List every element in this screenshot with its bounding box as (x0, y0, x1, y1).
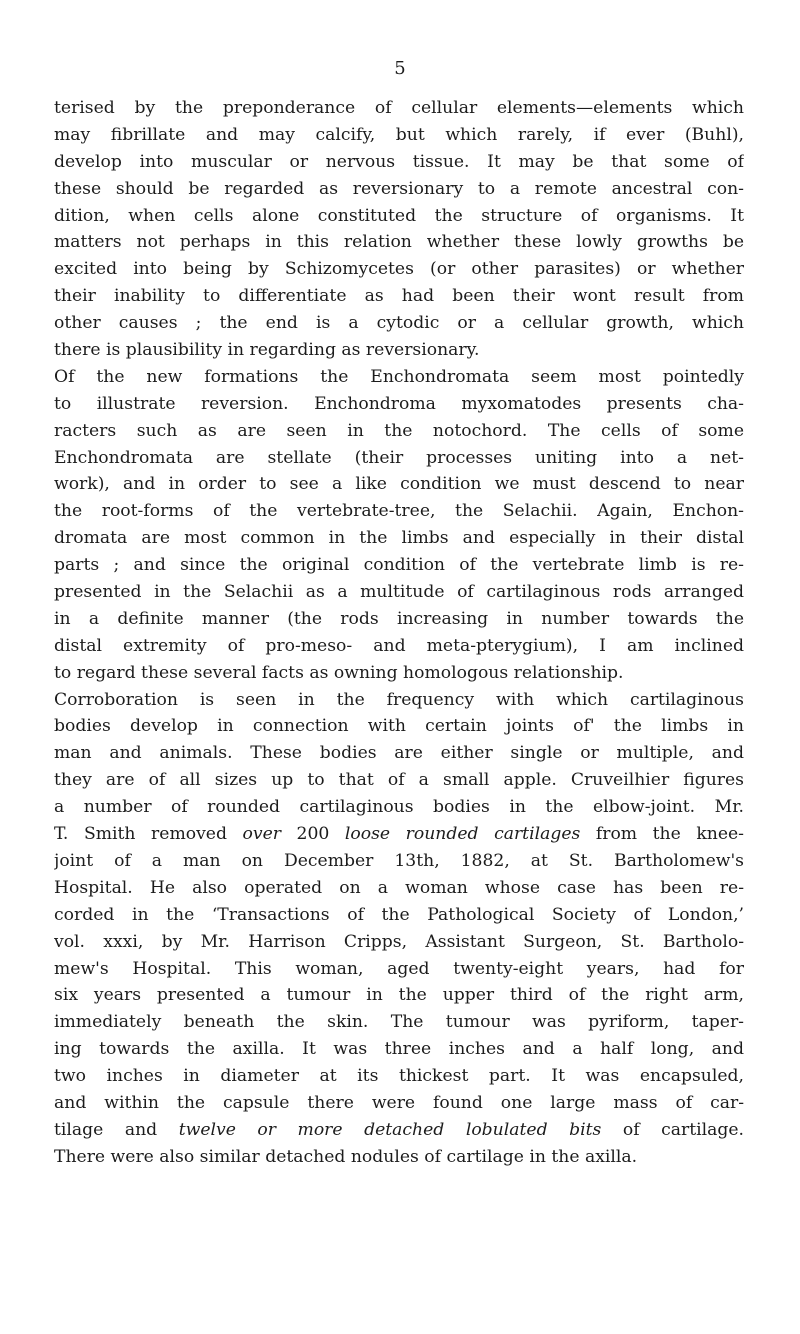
text-line: they are of all sizes up to that of a small apple. Cruveilhier figures (54, 770, 744, 791)
italic-phrase: over (242, 824, 281, 845)
text-line: dition, when cells alone constituted the structure of organisms. It (54, 205, 744, 226)
text-line: parts ; and since the original condition of the vertebrate limb is re- (54, 555, 744, 576)
text-line: two inches in diameter at its thickest part. It was encapsuled, (54, 1066, 744, 1087)
text-line: Hospital. He also operated on a woman whose case has been re- (54, 877, 744, 898)
text-line: man and animals. These bodies are either single or multiple, and (54, 743, 744, 764)
text-segment: from the knee- (580, 824, 744, 845)
text-line: excited into being by Schizomycetes (or other parasites) or whether (54, 259, 744, 280)
text-line: and within the capsule there were found one large mass of car- (54, 1092, 744, 1113)
text-line: to regard these several facts as owning homologous relationship. (54, 662, 624, 683)
text-line: may fibrillate and may calcify, but which rarely, if ever (Buhl), (54, 124, 744, 145)
text-line: There were also similar detached nodules of cartilage in the axilla. (54, 1146, 638, 1167)
text-line: bodies develop in connection with certain joints of' the limbs in (54, 716, 744, 737)
text-line: Corroboration is seen in the frequency with which cartilaginous (54, 689, 744, 710)
text-line: six years presented a tumour in the upper third of the right arm, (54, 985, 744, 1006)
text-segment: of cartilage. (601, 1119, 744, 1140)
text-line: joint of a man on December 13th, 1882, at St. Bartholomew's (54, 850, 744, 871)
text-line: dromata are most common in the limbs and especially in their distal (54, 528, 744, 549)
text-line: distal extremity of pro-meso- and meta-pterygium), I am inclined (54, 635, 744, 656)
text-line: terised by the preponderance of cellular elements—elements which (54, 98, 744, 118)
body-text (54, 95, 744, 1171)
text-line (54, 1117, 744, 1144)
text-line: ing towards the axilla. It was three inches and a half long, and (54, 1039, 744, 1060)
text-line: a number of rounded cartilaginous bodies in the elbow-joint. Mr. (54, 797, 744, 818)
text-segment: 200 (280, 824, 345, 845)
text-line: develop into muscular or nervous tissue. It may be that some of (54, 151, 744, 172)
text-line: these should be regarded as reversionary to a remote ancestral con- (54, 178, 744, 199)
text-line: in a definite manner (the rods increasing in number towards the (54, 608, 744, 629)
text-line: Of the new formations the Enchondromata seem most pointedly (54, 366, 744, 387)
text-line: corded in the ‘Transactions of the Pathological Society of London,’ (54, 904, 744, 925)
text-line: work), and in order to see a like condition we must descend to near (54, 474, 744, 495)
text-line: there is plausibility in regarding as reversionary. (54, 340, 480, 361)
text-line: vol. xxxi, by Mr. Harrison Cripps, Assistant Surgeon, St. Bartholo- (54, 931, 744, 952)
page-number: 5 (394, 58, 406, 79)
text-line: the root-forms of the vertebrate-tree, the Selachii. Again, Enchon- (54, 501, 744, 522)
text-line: their inability to differentiate as had been their wont result from (54, 286, 744, 307)
text-line: other causes ; the end is a cytodic or a cellular growth, which (54, 313, 744, 334)
italic-phrase: twelve or more detached lobulated bits (178, 1119, 602, 1140)
text-line: to illustrate reversion. Enchondroma myxomatodes presents cha- (54, 393, 744, 414)
italic-phrase: loose rounded cartilages (344, 824, 581, 845)
text-line (54, 821, 744, 848)
text-line: matters not perhaps in this relation whether these lowly growths be (54, 232, 744, 253)
text-line: presented in the Selachii as a multitude of cartilaginous rods arranged (54, 582, 744, 603)
text-line: Enchondromata are stellate (their processes uniting into a net- (54, 447, 744, 468)
text-segment: tilage and (54, 1119, 179, 1140)
text-segment: T. Smith removed (54, 824, 243, 845)
text-line: racters such as are seen in the notochord. The cells of some (54, 420, 744, 441)
text-line: mew's Hospital. This woman, aged twenty-eight years, had for (54, 958, 744, 979)
text-line: immediately beneath the skin. The tumour was pyriform, taper- (54, 1012, 744, 1033)
